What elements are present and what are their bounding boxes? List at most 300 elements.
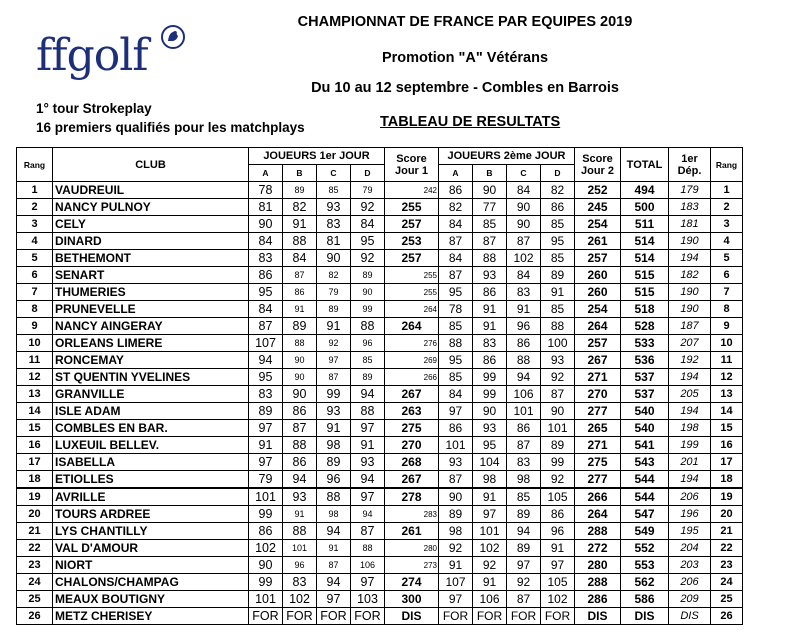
day1-total-cell: 276 xyxy=(385,335,439,352)
day1-total-cell: 253 xyxy=(385,233,439,250)
day2-player-score: FOR xyxy=(507,608,541,625)
rank-cell: 22 xyxy=(17,540,53,557)
club-cell: VAUDREUIL xyxy=(53,182,249,199)
day1-player-score: 88 xyxy=(351,540,385,557)
total-cell: 553 xyxy=(621,557,669,574)
day2-player-score: 85 xyxy=(473,216,507,233)
table-row xyxy=(17,199,743,216)
table-row xyxy=(17,233,743,250)
table-row xyxy=(17,267,743,284)
event-dates: Du 10 au 12 septembre - Combles en Barrois xyxy=(311,80,619,96)
club-cell: VAL D'AMOUR xyxy=(53,540,249,557)
day1-player-score: 97 xyxy=(351,420,385,437)
total-cell: 586 xyxy=(621,591,669,608)
day2-player-score: 86 xyxy=(541,506,575,523)
day1-player-score: 87 xyxy=(283,267,317,284)
day1-player-score: 90 xyxy=(283,352,317,369)
day1-player-score: 81 xyxy=(317,233,351,250)
day1-player-score: 90 xyxy=(249,216,283,233)
day1-total-cell: 270 xyxy=(385,437,439,454)
table-row xyxy=(17,369,743,386)
club-cell: SENART xyxy=(53,267,249,284)
table-row xyxy=(17,523,743,540)
day1-player-score: 99 xyxy=(351,301,385,318)
day2-player-score: 89 xyxy=(541,437,575,454)
day2-total-cell: 288 xyxy=(575,523,621,540)
day2-player-score: 95 xyxy=(473,437,507,454)
day1-player-score: 99 xyxy=(249,574,283,591)
day2-player-score: FOR xyxy=(473,608,507,625)
day1-player-score: 94 xyxy=(351,471,385,489)
day1-player-score: 97 xyxy=(317,591,351,608)
rank-cell-2: 17 xyxy=(711,454,743,471)
results-table xyxy=(16,147,743,625)
day1-player-score: 95 xyxy=(351,233,385,250)
table-row xyxy=(17,301,743,318)
club-cell: NIORT xyxy=(53,557,249,574)
first-dep-cell: 203 xyxy=(669,557,711,574)
day1-total-cell: 283 xyxy=(385,506,439,523)
day2-total-cell: 271 xyxy=(575,437,621,454)
day1-player-score: 89 xyxy=(351,267,385,284)
header-first-dep xyxy=(669,148,711,182)
day2-player-score: 95 xyxy=(541,233,575,250)
day2-player-score: 106 xyxy=(473,591,507,608)
day2-player-score: 91 xyxy=(541,284,575,301)
day2-total-cell: 254 xyxy=(575,301,621,318)
rank-cell-2: 20 xyxy=(711,506,743,523)
day1-total-cell: 275 xyxy=(385,420,439,437)
header-player-b-2: B xyxy=(473,165,507,182)
first-dep-cell: 187 xyxy=(669,318,711,335)
day2-player-score: 98 xyxy=(507,471,541,489)
day2-player-score: 101 xyxy=(507,403,541,420)
day2-player-score: 84 xyxy=(507,182,541,199)
day1-player-score: 92 xyxy=(317,335,351,352)
day2-player-score: 87 xyxy=(507,437,541,454)
day1-player-score: 90 xyxy=(317,250,351,267)
rank-cell-2: 25 xyxy=(711,591,743,608)
first-dep-cell: 182 xyxy=(669,267,711,284)
day1-player-score: 88 xyxy=(283,523,317,540)
day1-total-cell: 274 xyxy=(385,574,439,591)
day1-player-score: 95 xyxy=(249,369,283,386)
day2-player-score: FOR xyxy=(541,608,575,625)
table-row xyxy=(17,506,743,523)
club-cell: CELY xyxy=(53,216,249,233)
day1-total-cell: 267 xyxy=(385,471,439,489)
header-joueurs-jour1: JOUEURS 1er JOUR xyxy=(249,148,385,165)
day1-player-score: 94 xyxy=(317,523,351,540)
rank-cell-2: 14 xyxy=(711,403,743,420)
day2-player-score: 95 xyxy=(439,284,473,301)
day2-player-score: 87 xyxy=(439,233,473,250)
day2-player-score: 97 xyxy=(439,403,473,420)
day1-total-cell: 300 xyxy=(385,591,439,608)
header-score-jour2 xyxy=(575,148,621,182)
header-score-jour1-line2: Jour 1 xyxy=(394,164,428,177)
table-row xyxy=(17,182,743,199)
day1-player-score: 102 xyxy=(249,540,283,557)
day1-total-cell: 263 xyxy=(385,403,439,420)
day1-player-score: 102 xyxy=(283,591,317,608)
day1-player-score: 94 xyxy=(351,506,385,523)
day2-player-score: 101 xyxy=(439,437,473,454)
day2-player-score: 93 xyxy=(473,420,507,437)
rank-cell: 13 xyxy=(17,386,53,403)
club-cell: BETHEMONT xyxy=(53,250,249,267)
club-cell: ETIOLLES xyxy=(53,471,249,489)
day2-total-cell: 286 xyxy=(575,591,621,608)
table-row xyxy=(17,540,743,557)
rank-cell: 23 xyxy=(17,557,53,574)
day1-player-score: 89 xyxy=(317,301,351,318)
day2-player-score: 90 xyxy=(473,182,507,199)
day2-player-score: 88 xyxy=(439,335,473,352)
day1-player-score: 97 xyxy=(249,420,283,437)
day2-player-score: 82 xyxy=(439,199,473,216)
day2-player-score: 95 xyxy=(439,352,473,369)
total-cell: 544 xyxy=(621,488,669,506)
first-dep-cell: 194 xyxy=(669,471,711,489)
day1-player-score: 96 xyxy=(351,335,385,352)
day1-player-score: 79 xyxy=(249,471,283,489)
first-dep-cell: 198 xyxy=(669,420,711,437)
day1-player-score: 87 xyxy=(317,369,351,386)
day2-player-score: 91 xyxy=(473,488,507,506)
day1-player-score: 86 xyxy=(283,284,317,301)
day2-player-score: 85 xyxy=(541,250,575,267)
day1-player-score: 86 xyxy=(283,403,317,420)
day1-player-score: 86 xyxy=(283,454,317,471)
day1-total-cell: 278 xyxy=(385,488,439,506)
rank-cell-2: 11 xyxy=(711,352,743,369)
total-cell: 547 xyxy=(621,506,669,523)
table-row xyxy=(17,608,743,625)
day1-player-score: 91 xyxy=(283,301,317,318)
total-cell: 511 xyxy=(621,216,669,233)
day2-total-cell: 252 xyxy=(575,182,621,199)
day2-player-score: 90 xyxy=(439,488,473,506)
club-cell: PRUNEVELLE xyxy=(53,301,249,318)
day2-total-cell: 257 xyxy=(575,250,621,267)
header-score-jour2-line2: Jour 2 xyxy=(580,164,614,177)
first-dep-cell: 190 xyxy=(669,233,711,250)
header-score-jour1-line1: Score xyxy=(396,152,427,165)
total-cell: 515 xyxy=(621,284,669,301)
total-cell: 514 xyxy=(621,233,669,250)
table-row xyxy=(17,335,743,352)
day2-player-score: 83 xyxy=(507,284,541,301)
first-dep-cell: 206 xyxy=(669,574,711,591)
table-row xyxy=(17,574,743,591)
logo-text: ffgolf xyxy=(36,30,148,81)
header-player-a-2: A xyxy=(439,165,473,182)
day1-player-score: 99 xyxy=(317,386,351,403)
day1-player-score: 96 xyxy=(317,471,351,489)
day2-player-score: 78 xyxy=(439,301,473,318)
day2-player-score: FOR xyxy=(439,608,473,625)
club-cell: NANCY AINGERAY xyxy=(53,318,249,335)
day1-total-cell: 264 xyxy=(385,318,439,335)
day1-player-score: 94 xyxy=(351,386,385,403)
day2-player-score: 97 xyxy=(439,591,473,608)
table-row xyxy=(17,216,743,233)
day2-player-score: 92 xyxy=(541,471,575,489)
day1-player-score: 88 xyxy=(351,403,385,420)
day2-player-score: 97 xyxy=(473,506,507,523)
day1-player-score: 89 xyxy=(249,403,283,420)
qualified-note: 16 premiers qualifiés pour les matchplays xyxy=(36,120,305,135)
day1-player-score: 84 xyxy=(249,233,283,250)
day1-total-cell: 255 xyxy=(385,267,439,284)
rank-cell-2: 18 xyxy=(711,471,743,489)
total-cell: 537 xyxy=(621,386,669,403)
rank-cell: 14 xyxy=(17,403,53,420)
day1-player-score: 93 xyxy=(317,403,351,420)
day1-player-score: 88 xyxy=(351,318,385,335)
day2-player-score: 86 xyxy=(473,284,507,301)
total-cell: 541 xyxy=(621,437,669,454)
day1-player-score: 97 xyxy=(249,454,283,471)
day2-player-score: 83 xyxy=(507,454,541,471)
club-cell: ISABELLA xyxy=(53,454,249,471)
day2-player-score: 86 xyxy=(507,420,541,437)
day2-player-score: 92 xyxy=(439,540,473,557)
day2-player-score: 85 xyxy=(541,301,575,318)
day1-player-score: 82 xyxy=(317,267,351,284)
day2-total-cell: 260 xyxy=(575,284,621,301)
rank-cell-2: 1 xyxy=(711,182,743,199)
rank-cell: 21 xyxy=(17,523,53,540)
first-dep-cell: 207 xyxy=(669,335,711,352)
day2-total-cell: 245 xyxy=(575,199,621,216)
rank-cell: 18 xyxy=(17,471,53,489)
day2-player-score: 87 xyxy=(439,267,473,284)
total-cell: 528 xyxy=(621,318,669,335)
day2-player-score: 91 xyxy=(473,318,507,335)
total-cell: DIS xyxy=(621,608,669,625)
total-cell: 536 xyxy=(621,352,669,369)
day2-player-score: 88 xyxy=(473,250,507,267)
day2-player-score: 107 xyxy=(439,574,473,591)
day1-player-score: 98 xyxy=(317,506,351,523)
first-dep-cell: DIS xyxy=(669,608,711,625)
rank-cell-2: 23 xyxy=(711,557,743,574)
day1-player-score: 90 xyxy=(283,386,317,403)
day2-player-score: 97 xyxy=(507,557,541,574)
rank-cell: 2 xyxy=(17,199,53,216)
day2-player-score: 93 xyxy=(439,454,473,471)
day1-total-cell: 268 xyxy=(385,454,439,471)
day2-player-score: 86 xyxy=(439,182,473,199)
day2-player-score: 105 xyxy=(541,574,575,591)
day1-player-score: FOR xyxy=(283,608,317,625)
day2-player-score: 91 xyxy=(541,540,575,557)
day2-player-score: 99 xyxy=(473,369,507,386)
day1-player-score: 94 xyxy=(283,471,317,489)
header-player-a-1: A xyxy=(249,165,283,182)
day2-player-score: 85 xyxy=(507,488,541,506)
total-cell: 543 xyxy=(621,454,669,471)
day2-player-score: 87 xyxy=(507,233,541,250)
day2-player-score: 87 xyxy=(473,233,507,250)
day2-player-score: 90 xyxy=(507,216,541,233)
table-row xyxy=(17,591,743,608)
table-row xyxy=(17,352,743,369)
day2-player-score: 100 xyxy=(541,335,575,352)
table-row xyxy=(17,437,743,454)
rank-cell: 15 xyxy=(17,420,53,437)
day2-player-score: 106 xyxy=(507,386,541,403)
day1-total-cell: 261 xyxy=(385,523,439,540)
day1-player-score: 83 xyxy=(283,574,317,591)
first-dep-cell: 205 xyxy=(669,386,711,403)
day1-player-score: 90 xyxy=(351,284,385,301)
rank-cell: 12 xyxy=(17,369,53,386)
day1-player-score: 79 xyxy=(317,284,351,301)
rank-cell: 6 xyxy=(17,267,53,284)
day2-player-score: 96 xyxy=(507,318,541,335)
tour-label: 1° tour Strokeplay xyxy=(36,101,152,116)
day1-player-score: 83 xyxy=(249,250,283,267)
day1-player-score: 79 xyxy=(351,182,385,199)
table-row xyxy=(17,250,743,267)
club-cell: THUMERIES xyxy=(53,284,249,301)
day2-player-score: 96 xyxy=(541,523,575,540)
rank-cell-2: 22 xyxy=(711,540,743,557)
rank-cell: 4 xyxy=(17,233,53,250)
day1-player-score: 92 xyxy=(351,250,385,267)
day2-player-score: 97 xyxy=(541,557,575,574)
day1-player-score: 107 xyxy=(249,335,283,352)
day2-player-score: 101 xyxy=(541,420,575,437)
rank-cell: 17 xyxy=(17,454,53,471)
day1-total-cell: DIS xyxy=(385,608,439,625)
rank-cell-2: 7 xyxy=(711,284,743,301)
day1-player-score: 83 xyxy=(317,216,351,233)
first-dep-cell: 209 xyxy=(669,591,711,608)
day1-player-score: 92 xyxy=(351,199,385,216)
day2-player-score: 92 xyxy=(473,557,507,574)
day1-player-score: 99 xyxy=(249,506,283,523)
club-cell: ST QUENTIN YVELINES xyxy=(53,369,249,386)
day2-player-score: 94 xyxy=(507,369,541,386)
header-total: TOTAL xyxy=(621,148,669,182)
day2-player-score: 91 xyxy=(507,301,541,318)
first-dep-cell: 194 xyxy=(669,250,711,267)
day1-player-score: 86 xyxy=(249,523,283,540)
day2-player-score: 86 xyxy=(473,352,507,369)
day2-player-score: 93 xyxy=(473,267,507,284)
club-cell: LUXEUIL BELLEV. xyxy=(53,437,249,454)
day1-total-cell: 280 xyxy=(385,540,439,557)
rank-cell-2: 24 xyxy=(711,574,743,591)
day2-total-cell: 270 xyxy=(575,386,621,403)
first-dep-cell: 204 xyxy=(669,540,711,557)
rank-cell-2: 15 xyxy=(711,420,743,437)
table-row xyxy=(17,557,743,574)
day1-total-cell: 242 xyxy=(385,182,439,199)
day2-player-score: 91 xyxy=(439,557,473,574)
day1-player-score: 97 xyxy=(317,352,351,369)
day2-total-cell: 267 xyxy=(575,352,621,369)
day1-player-score: 93 xyxy=(317,199,351,216)
day2-player-score: 86 xyxy=(507,335,541,352)
day1-player-score: 103 xyxy=(351,591,385,608)
day1-player-score: 98 xyxy=(317,437,351,454)
rank-cell-2: 4 xyxy=(711,233,743,250)
day2-total-cell: 257 xyxy=(575,335,621,352)
total-cell: 544 xyxy=(621,471,669,489)
day1-player-score: 91 xyxy=(351,437,385,454)
day1-player-score: 87 xyxy=(317,557,351,574)
day2-player-score: 84 xyxy=(507,267,541,284)
club-cell: RONCEMAY xyxy=(53,352,249,369)
first-dep-cell: 194 xyxy=(669,403,711,420)
day1-player-score: 89 xyxy=(283,318,317,335)
day1-player-score: 101 xyxy=(283,540,317,557)
first-dep-cell: 190 xyxy=(669,284,711,301)
day1-player-score: 85 xyxy=(317,182,351,199)
day1-player-score: 87 xyxy=(351,523,385,540)
day1-player-score: 94 xyxy=(249,352,283,369)
day2-player-score: 88 xyxy=(541,318,575,335)
club-cell: ORLEANS LIMERE xyxy=(53,335,249,352)
first-dep-cell: 181 xyxy=(669,216,711,233)
header-first-dep-line2: Dép. xyxy=(677,164,702,177)
day1-total-cell: 269 xyxy=(385,352,439,369)
day2-player-score: 92 xyxy=(541,369,575,386)
day2-player-score: 90 xyxy=(473,403,507,420)
rank-cell: 24 xyxy=(17,574,53,591)
first-dep-cell: 179 xyxy=(669,182,711,199)
rank-cell-2: 26 xyxy=(711,608,743,625)
day1-player-score: 91 xyxy=(317,318,351,335)
day2-player-score: 98 xyxy=(473,471,507,489)
day1-total-cell: 266 xyxy=(385,369,439,386)
table-row xyxy=(17,284,743,301)
rank-cell-2: 21 xyxy=(711,523,743,540)
club-cell: MEAUX BOUTIGNY xyxy=(53,591,249,608)
day2-total-cell: 260 xyxy=(575,267,621,284)
day2-player-score: 92 xyxy=(507,574,541,591)
club-cell: TOURS ARDREE xyxy=(53,506,249,523)
header-rang: Rang xyxy=(17,148,53,182)
day1-player-score: 88 xyxy=(283,437,317,454)
day2-player-score: 77 xyxy=(473,199,507,216)
day2-total-cell: DIS xyxy=(575,608,621,625)
day2-player-score: 87 xyxy=(541,386,575,403)
day2-player-score: 94 xyxy=(507,523,541,540)
club-cell: METZ CHERISEY xyxy=(53,608,249,625)
day2-total-cell: 266 xyxy=(575,488,621,506)
day1-player-score: 95 xyxy=(249,284,283,301)
table-row xyxy=(17,454,743,471)
day1-player-score: 88 xyxy=(317,488,351,506)
table-title: TABLEAU DE RESULTATS xyxy=(380,114,561,130)
rank-cell-2: 10 xyxy=(711,335,743,352)
header-player-d-1: D xyxy=(351,165,385,182)
total-cell: 500 xyxy=(621,199,669,216)
day1-total-cell: 273 xyxy=(385,557,439,574)
rank-cell-2: 6 xyxy=(711,267,743,284)
rank-cell-2: 2 xyxy=(711,199,743,216)
club-cell: NANCY PULNOY xyxy=(53,199,249,216)
day2-player-score: 102 xyxy=(473,540,507,557)
header-score-jour2-line1: Score xyxy=(582,152,613,165)
day2-player-score: 86 xyxy=(541,199,575,216)
